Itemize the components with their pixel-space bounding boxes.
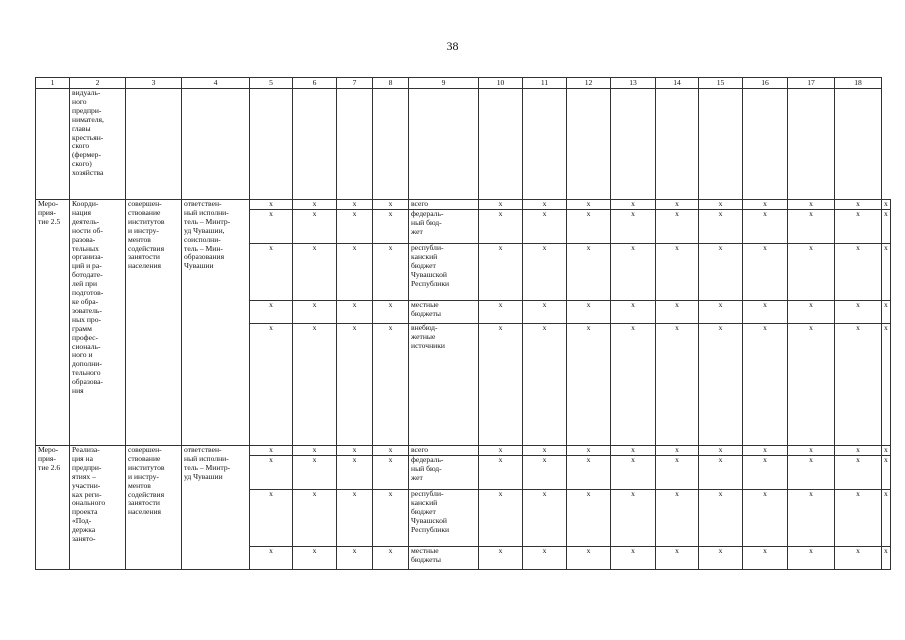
activity-number-cell: Меро- прия- тие 2.6: [36, 446, 70, 570]
value-cell: х: [835, 324, 882, 446]
program-goal-cell: совершен- ствование институтов и инстру- ментов содействия занятости населения: [126, 446, 182, 570]
value-cell: х: [882, 244, 891, 301]
column-number-header: 1: [36, 78, 70, 89]
value-cell: х: [656, 324, 699, 446]
continuation-text-cell: видуаль- ного предпри- нимателя, главы крестьян- ского (фермер- ского) хозяйства: [70, 89, 126, 200]
value-cell: х: [337, 490, 373, 547]
responsible-executor-cell: ответствен- ный исполни- тель – Минтр- уд Чувашии: [182, 446, 250, 570]
funding-row: [36, 446, 891, 456]
value-cell: х: [699, 244, 743, 301]
value-cell: х: [835, 446, 882, 456]
funding-source-cell: республи- канский бюджет Чувашской Республики: [409, 490, 479, 547]
value-cell: х: [699, 324, 743, 446]
value-cell: х: [656, 490, 699, 547]
value-cell: х: [250, 547, 293, 570]
value-cell: х: [293, 547, 337, 570]
value-cell: х: [479, 324, 523, 446]
value-cell: х: [293, 301, 337, 324]
value-cell: х: [699, 456, 743, 490]
empty-cell: [479, 89, 523, 200]
empty-cell: [126, 89, 182, 200]
value-cell: х: [611, 210, 656, 244]
column-number-header: 8: [373, 78, 409, 89]
value-cell: х: [567, 210, 611, 244]
value-cell: х: [882, 324, 891, 446]
table-body: [36, 78, 891, 570]
empty-cell: [337, 89, 373, 200]
value-cell: х: [293, 446, 337, 456]
value-cell: х: [788, 547, 835, 570]
column-number-header: 2: [70, 78, 126, 89]
activity-name-cell: Реализа- ция на предпри- ятиях – участни- ках реги- онального проекта «Под- держка занято-: [70, 446, 126, 570]
value-cell: х: [250, 446, 293, 456]
value-cell: х: [611, 200, 656, 210]
column-number-header: 6: [293, 78, 337, 89]
value-cell: х: [788, 446, 835, 456]
activity-name-cell: Коорди- нация деятель- ности об- разова- тельных организа- ций и ра- ботодате- лей при подготов- ке обра- зователь- ных про- грамм профес- сиональ- ного и дополни- тельного образова- ния: [70, 200, 126, 446]
value-cell: х: [743, 301, 788, 324]
value-cell: х: [373, 244, 409, 301]
empty-cell: [699, 89, 743, 200]
value-cell: х: [373, 324, 409, 446]
value-cell: х: [250, 490, 293, 547]
value-cell: х: [656, 446, 699, 456]
value-cell: х: [699, 200, 743, 210]
value-cell: х: [882, 446, 891, 456]
value-cell: х: [337, 446, 373, 456]
funding-source-cell: федераль- ный бюд- жет: [409, 210, 479, 244]
value-cell: х: [835, 200, 882, 210]
value-cell: х: [743, 446, 788, 456]
value-cell: х: [835, 301, 882, 324]
value-cell: х: [523, 324, 567, 446]
value-cell: х: [567, 456, 611, 490]
value-cell: х: [743, 456, 788, 490]
value-cell: х: [611, 490, 656, 547]
column-number-header: 7: [337, 78, 373, 89]
funding-source-cell: местные бюджеты: [409, 301, 479, 324]
value-cell: х: [479, 547, 523, 570]
header-row: [36, 78, 891, 89]
funding-source-cell: всего: [409, 446, 479, 456]
value-cell: х: [656, 200, 699, 210]
funding-source-cell: внебюд- жетные источники: [409, 324, 479, 446]
empty-cell: [182, 89, 250, 200]
value-cell: х: [373, 200, 409, 210]
value-cell: х: [479, 490, 523, 547]
value-cell: х: [250, 324, 293, 446]
column-number-header: 4: [182, 78, 250, 89]
empty-cell: [743, 89, 788, 200]
value-cell: х: [293, 490, 337, 547]
value-cell: х: [743, 200, 788, 210]
value-cell: х: [293, 456, 337, 490]
value-cell: х: [479, 456, 523, 490]
value-cell: х: [882, 210, 891, 244]
value-cell: х: [337, 456, 373, 490]
value-cell: х: [567, 490, 611, 547]
value-cell: х: [788, 301, 835, 324]
value-cell: х: [373, 456, 409, 490]
value-cell: х: [882, 456, 891, 490]
value-cell: х: [743, 490, 788, 547]
value-cell: х: [373, 301, 409, 324]
value-cell: х: [250, 210, 293, 244]
value-cell: х: [373, 490, 409, 547]
value-cell: х: [788, 210, 835, 244]
value-cell: х: [293, 200, 337, 210]
empty-cell: [788, 89, 835, 200]
empty-cell: [567, 89, 611, 200]
value-cell: х: [337, 324, 373, 446]
empty-cell: [611, 89, 656, 200]
value-cell: х: [479, 446, 523, 456]
value-cell: х: [835, 244, 882, 301]
empty-cell: [250, 89, 293, 200]
value-cell: х: [611, 446, 656, 456]
value-cell: х: [567, 244, 611, 301]
value-cell: х: [523, 547, 567, 570]
value-cell: х: [699, 547, 743, 570]
value-cell: х: [656, 547, 699, 570]
continuation-row: [36, 89, 891, 200]
value-cell: х: [373, 210, 409, 244]
value-cell: х: [479, 210, 523, 244]
value-cell: х: [250, 301, 293, 324]
column-number-header: 11: [523, 78, 567, 89]
value-cell: х: [835, 456, 882, 490]
value-cell: х: [699, 446, 743, 456]
value-cell: х: [882, 490, 891, 547]
value-cell: х: [567, 324, 611, 446]
value-cell: х: [567, 200, 611, 210]
column-number-header: 3: [126, 78, 182, 89]
value-cell: х: [788, 490, 835, 547]
column-number-header: 18: [835, 78, 882, 89]
value-cell: х: [293, 244, 337, 301]
value-cell: х: [479, 244, 523, 301]
value-cell: х: [882, 200, 891, 210]
value-cell: х: [523, 490, 567, 547]
value-cell: х: [373, 547, 409, 570]
value-cell: х: [479, 200, 523, 210]
value-cell: х: [699, 210, 743, 244]
column-number-header: 16: [743, 78, 788, 89]
value-cell: х: [882, 301, 891, 324]
value-cell: х: [611, 547, 656, 570]
program-table: [35, 77, 891, 570]
value-cell: х: [293, 210, 337, 244]
value-cell: х: [373, 446, 409, 456]
funding-source-cell: республи- канский бюджет Чувашской Республики: [409, 244, 479, 301]
responsible-executor-cell: ответствен- ный исполни- тель – Минтр- уд Чувашии, соисполни- тель – Мин- образования Чувашии: [182, 200, 250, 446]
value-cell: х: [699, 301, 743, 324]
empty-cell: [835, 89, 882, 200]
value-cell: х: [337, 210, 373, 244]
value-cell: х: [835, 210, 882, 244]
column-number-header: 17: [788, 78, 835, 89]
empty-cell: [36, 89, 70, 200]
value-cell: х: [835, 490, 882, 547]
value-cell: х: [523, 446, 567, 456]
value-cell: х: [523, 210, 567, 244]
program-goal-cell: совершен- ствование институтов и инстру- ментов содействия занятости населения: [126, 200, 182, 446]
value-cell: х: [250, 244, 293, 301]
value-cell: х: [523, 456, 567, 490]
value-cell: х: [337, 547, 373, 570]
column-number-header: 9: [409, 78, 479, 89]
value-cell: х: [656, 301, 699, 324]
empty-cell: [523, 89, 567, 200]
value-cell: х: [788, 324, 835, 446]
value-cell: х: [656, 244, 699, 301]
value-cell: х: [479, 301, 523, 324]
column-number-header: 5: [250, 78, 293, 89]
value-cell: х: [656, 456, 699, 490]
value-cell: х: [523, 200, 567, 210]
funding-source-cell: местные бюджеты: [409, 547, 479, 570]
value-cell: х: [788, 200, 835, 210]
value-cell: х: [611, 324, 656, 446]
value-cell: х: [788, 244, 835, 301]
empty-cell: [656, 89, 699, 200]
value-cell: х: [611, 244, 656, 301]
column-number-header: 15: [699, 78, 743, 89]
value-cell: х: [611, 301, 656, 324]
value-cell: х: [656, 210, 699, 244]
value-cell: х: [250, 200, 293, 210]
value-cell: х: [337, 301, 373, 324]
empty-cell: [373, 89, 409, 200]
column-number-header: 14: [656, 78, 699, 89]
column-number-header: 12: [567, 78, 611, 89]
value-cell: х: [337, 200, 373, 210]
activity-number-cell: Меро- прия- тие 2.5: [36, 200, 70, 446]
value-cell: х: [743, 324, 788, 446]
funding-row: [36, 200, 891, 210]
value-cell: х: [567, 301, 611, 324]
value-cell: х: [743, 244, 788, 301]
funding-source-cell: всего: [409, 200, 479, 210]
value-cell: х: [743, 547, 788, 570]
empty-cell: [409, 89, 479, 200]
value-cell: х: [523, 244, 567, 301]
value-cell: х: [743, 210, 788, 244]
value-cell: х: [567, 547, 611, 570]
value-cell: х: [699, 490, 743, 547]
page-number: 38: [446, 39, 459, 53]
value-cell: х: [250, 456, 293, 490]
value-cell: х: [882, 547, 891, 570]
value-cell: х: [523, 301, 567, 324]
value-cell: х: [788, 456, 835, 490]
value-cell: х: [567, 446, 611, 456]
empty-cell: [293, 89, 337, 200]
column-number-header: 10: [479, 78, 523, 89]
value-cell: х: [293, 324, 337, 446]
column-number-header: 13: [611, 78, 656, 89]
value-cell: х: [611, 456, 656, 490]
value-cell: х: [835, 547, 882, 570]
funding-source-cell: федераль- ный бюд- жет: [409, 456, 479, 490]
value-cell: х: [337, 244, 373, 301]
